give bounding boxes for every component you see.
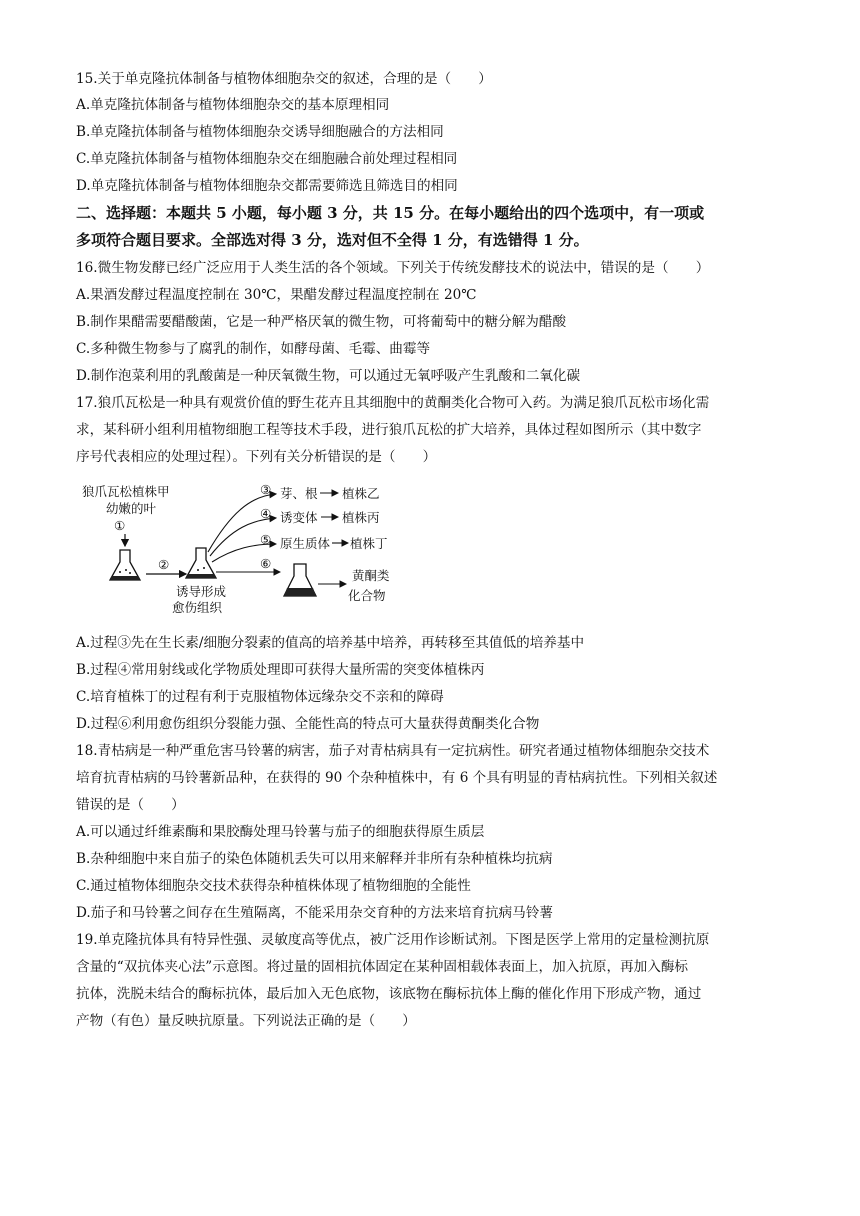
question-16-option-a: A.果酒发酵过程温度控制在 30℃，果醋发酵过程温度控制在 20℃	[76, 287, 477, 303]
question-17-stem-2: 求，某科研小组利用植物细胞工程等技术手段，进行狼爪瓦松的扩大培养，具体过程如图所示（其中数字	[76, 422, 702, 438]
diagram-output-3: 芽、根	[280, 486, 318, 501]
diagram-result-3: 植株乙	[342, 486, 380, 501]
question-18-option-a: A.可以通过纤维素酶和果胶酶处理马铃薯与茄子的细胞获得原生质层	[76, 824, 485, 840]
diagram-result-4: 植株丙	[342, 510, 380, 525]
culture-process-diagram	[80, 484, 420, 616]
diagram-step-3: ③	[260, 484, 272, 497]
section-2-line-2: 多项符合题目要求。全部选对得 3 分，选对但不全得 1 分，有选错得 1 分。	[76, 231, 589, 249]
question-15-option-a: A.单克隆抗体制备与植物体细胞杂交的基本原理相同	[76, 97, 390, 113]
question-18-option-c: C.通过植物体细胞杂交技术获得杂种植株体现了植物细胞的全能性	[76, 878, 471, 894]
question-17-option-a: A.过程③先在生长素/细胞分裂素的值高的培养基中培养，再转移至其值低的培养基中	[76, 635, 585, 651]
diagram-step-6: ⑥	[260, 556, 272, 571]
diagram-plant-label: 狼爪瓦松植株甲	[82, 484, 170, 499]
question-18-option-d: D.茄子和马铃薯之间存在生殖隔离，不能采用杂交育种的方法来培育抗病马铃薯	[76, 905, 553, 921]
question-19-stem-4: 产物（有色）量反映抗原量。下列说法正确的是（ ）	[76, 1013, 416, 1029]
question-15-option-b: B.单克隆抗体制备与植物体细胞杂交诱导细胞融合的方法相同	[76, 124, 444, 140]
question-15-option-d: D.单克隆抗体制备与植物体细胞杂交都需要筛选且筛选目的相同	[76, 178, 458, 194]
flask-2-icon	[186, 548, 216, 578]
question-18-option-b: B.杂种细胞中来自茄子的染色体随机丢失可以用来解释并非所有杂种植株均抗病	[76, 851, 553, 867]
question-15-option-c: C.单克隆抗体制备与植物体细胞杂交在细胞融合前处理过程相同	[76, 151, 458, 167]
flask-3-icon	[284, 564, 316, 596]
diagram-result-6a: 黄酮类	[352, 568, 390, 583]
question-17-option-d: D.过程⑥利用愈伤组织分裂能力强、全能性高的特点可大量获得黄酮类化合物	[76, 716, 540, 732]
question-18-stem-3: 错误的是（ ）	[76, 797, 185, 813]
diagram-output-5: 原生质体	[280, 536, 331, 551]
question-16-stem: 16.微生物发酵已经广泛应用于人类生活的各个领域。下列关于传统发酵技术的说法中，错误的是（ ）	[76, 260, 710, 276]
question-16-option-d: D.制作泡菜利用的乳酸菌是一种厌氧微生物，可以通过无氧呼吸产生乳酸和二氧化碳	[76, 368, 581, 384]
diagram-callus-label-1: 诱导形成	[176, 584, 227, 599]
question-18-stem-2: 培育抗青枯病的马铃薯新品种，在获得的 90 个杂种植株中，有 6 个具有明显的青枯病抗性。下列相关叙述	[76, 770, 718, 786]
question-17-option-c: C.培育植株丁的过程有利于克服植物体远缘杂交不亲和的障碍	[76, 689, 444, 705]
diagram-result-6b: 化合物	[348, 588, 386, 603]
question-19-stem-3: 抗体，洗脱未结合的酶标抗体，最后加入无色底物，该底物在酶标抗体上酶的催化作用下形成产物，通过	[76, 986, 702, 1002]
diagram-step-4: ④	[260, 506, 272, 521]
question-18-stem-1: 18.青枯病是一种严重危害马铃薯的病害，茄子对青枯病具有一定抗病性。研究者通过植物体细胞杂交技术	[76, 743, 710, 759]
diagram-leaf-label: 幼嫩的叶	[106, 501, 157, 516]
section-2-line-1: 二、选择题：本题共 5 小题，每小题 3 分，共 15 分。在每小题给出的四个选项中，有一项或	[76, 204, 705, 222]
diagram-step-1: ①	[114, 518, 126, 533]
diagram-result-5: 植株丁	[350, 536, 388, 551]
question-17-option-b: B.过程④常用射线或化学物质处理即可获得大量所需的突变体植株丙	[76, 662, 485, 678]
question-16-option-b: B.制作果醋需要醋酸菌，它是一种严格厌氧的微生物，可将葡萄中的糖分解为醋酸	[76, 314, 567, 330]
question-17-stem-1: 17.狼爪瓦松是一种具有观赏价值的野生花卉且其细胞中的黄酮类化合物可入药。为满足狼爪瓦松市场化需	[76, 395, 710, 411]
question-15-stem: 15.关于单克隆抗体制备与植物体细胞杂交的叙述，合理的是（ ）	[76, 71, 492, 87]
question-17-stem-3: 序号代表相应的处理过程）。下列有关分析错误的是（ ）	[76, 449, 437, 465]
diagram-step-2: ②	[158, 557, 170, 572]
diagram-callus-label-2: 愈伤组织	[172, 600, 223, 615]
question-19-stem-2: 含量的“双抗体夹心法”示意图。将过量的固相抗体固定在某种固相载体表面上，加入抗原，再加入酶标	[76, 959, 689, 975]
diagram-step-5: ⑤	[260, 532, 272, 547]
flask-1-icon	[110, 550, 140, 580]
question-19-stem-1: 19.单克隆抗体具有特异性强、灵敏度高等优点，被广泛用作诊断试剂。下图是医学上常用的定量检测抗原	[76, 932, 710, 948]
question-16-option-c: C.多种微生物参与了腐乳的制作，如酵母菌、毛霉、曲霉等	[76, 341, 431, 357]
diagram-output-4: 诱变体	[280, 510, 318, 525]
